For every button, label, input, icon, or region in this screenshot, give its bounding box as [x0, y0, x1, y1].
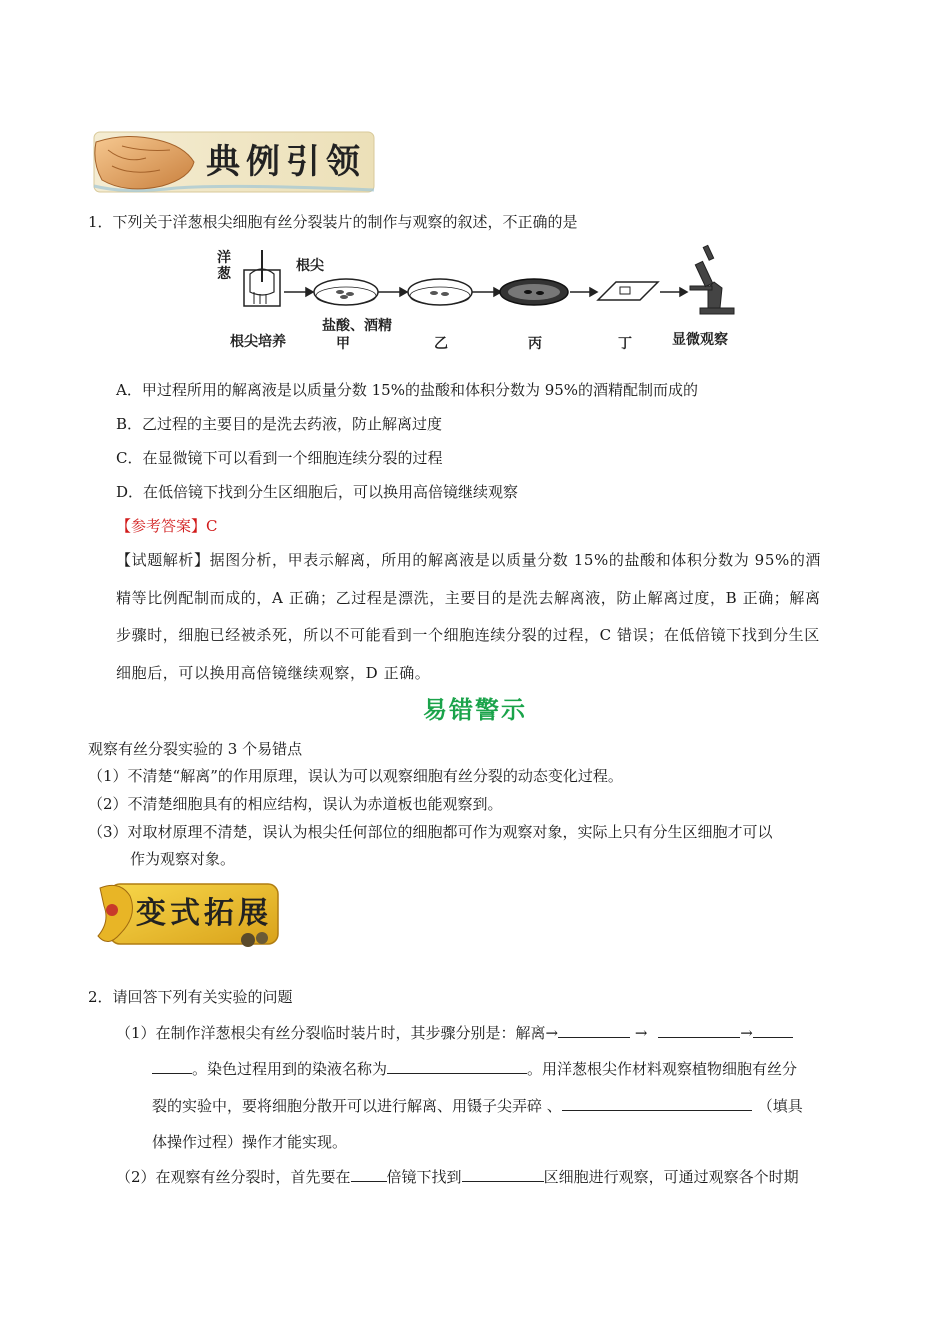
q2-p2-text-a: （2）在观察有丝分裂时，首先要在: [116, 1168, 351, 1186]
q2-p1-text-c: 。用洋葱根尖作材料观察植物细胞有丝分: [527, 1060, 798, 1078]
label-root-tip: 根尖: [296, 258, 324, 274]
label-yi: 乙: [434, 336, 448, 352]
label-jia: 甲: [336, 336, 350, 352]
blank-3b[interactable]: [152, 1057, 192, 1074]
option-b: B．乙过程的主要目的是洗去药液，防止解离过度: [116, 415, 443, 433]
microscope-icon: [690, 245, 734, 314]
q2-part1-line4: 体操作过程）操作才能实现。: [152, 1133, 348, 1151]
warning-item-1: （1）不清楚“解离”的作用原理，误认为可以观察细胞有丝分裂的动态变化过程。: [88, 767, 623, 785]
flow-arrows: [284, 288, 687, 296]
banner-variant-extension: [90, 876, 286, 954]
blank-1[interactable]: [558, 1021, 630, 1038]
dish-yi: [408, 279, 472, 305]
question-1-stem: 1．下列关于洋葱根尖细胞有丝分裂装片的制作与观察的叙述，不正确的是: [88, 213, 578, 231]
q2-p2-text-c: 区细胞进行观察，可通过观察各个时期: [543, 1168, 799, 1186]
blank-lens[interactable]: [351, 1165, 387, 1182]
arrow-1: →: [634, 1024, 648, 1042]
blank-stain[interactable]: [387, 1057, 527, 1074]
warning-item-3a: （3）对取材原理不清楚，误认为根尖任何部位的细胞都可作为观察对象，实际上只有分生区细胞才可以: [88, 823, 773, 841]
q2-p1-text-b: 。染色过程用到的染液名称为: [192, 1060, 388, 1078]
blank-2[interactable]: [658, 1021, 740, 1038]
answer-label: 【参考答案】: [116, 517, 207, 535]
q2-p1-text-e: （填具: [757, 1097, 803, 1115]
warning-item-2: （2）不清楚细胞具有的相应结构，误认为赤道板也能观察到。: [88, 795, 503, 813]
analysis-line-2: 精等比例配制而成的，A 正确；乙过程是漂洗，主要目的是洗去解离液，防止解离过度，B 正确；解离: [116, 589, 821, 607]
blank-region[interactable]: [462, 1165, 544, 1182]
option-d: D．在低倍镜下找到分生区细胞后，可以换用高倍镜继续观察: [116, 483, 519, 501]
diagram-svg: [214, 242, 754, 354]
label-culture: 根尖培养: [230, 334, 286, 350]
label-reagent: 盐酸、酒精: [322, 318, 392, 334]
banner-typical-example: [86, 128, 378, 196]
label-onion: 洋葱: [217, 250, 231, 282]
banner-title: 典例引领: [206, 142, 366, 182]
analysis-line-3: 步骤时，细胞已经被杀死，所以不可能看到一个细胞连续分裂的过程，C 错误；在低倍镜下找到分生区: [116, 626, 820, 644]
option-c: C．在显微镜下可以看到一个细胞连续分裂的过程: [116, 449, 443, 467]
analysis-line-1: 【试题解析】据图分析，甲表示解离，所用的解离液是以质量分数 15%的盐酸和体积分数为 95%的酒: [116, 551, 822, 569]
label-microscope: 显微观察: [672, 332, 728, 348]
q2-part1-line3: [152, 1094, 803, 1117]
banner-2-title: 变式拓展: [136, 896, 272, 931]
beaker-icon: [244, 250, 280, 306]
question-2-stem: 2．请回答下列有关实验的问题: [88, 988, 293, 1006]
q2-p1-text-d: 裂的实验中，要将细胞分散开可以进行解离、用镊子尖弄碎 、: [152, 1097, 562, 1115]
q2-p2-text-b: 倍镜下找到: [386, 1168, 462, 1186]
warning-intro: 观察有丝分裂实验的 3 个易错点: [88, 740, 303, 758]
option-a: A．甲过程所用的解离液是以质量分数 15%的盐酸和体积分数为 95%的酒精配制而成的: [116, 381, 699, 399]
label-bing: 丙: [528, 336, 542, 352]
answer-line: [116, 515, 218, 537]
arrow-2: →: [740, 1024, 753, 1042]
blank-operation[interactable]: [562, 1094, 752, 1111]
blank-3a[interactable]: [753, 1021, 793, 1038]
warning-item-3b: 作为观察对象。: [130, 850, 236, 868]
q2-part1-line1: [116, 1021, 793, 1044]
warning-title: 易错警示: [423, 695, 527, 724]
q2-p1-text-a: （1）在制作洋葱根尖有丝分裂临时装片时，其步骤分别是：解离→: [116, 1024, 559, 1042]
q2-part1-line2: [152, 1057, 797, 1080]
label-ding: 丁: [618, 336, 632, 352]
analysis-line-4: 细胞后，可以换用高倍镜继续观察，D 正确。: [116, 664, 431, 682]
experiment-flow-diagram: [214, 242, 754, 354]
q2-part2-line1: [116, 1165, 799, 1188]
answer-value: C: [206, 517, 218, 535]
dish-jia: [314, 279, 378, 305]
slide-ding: [598, 282, 658, 300]
